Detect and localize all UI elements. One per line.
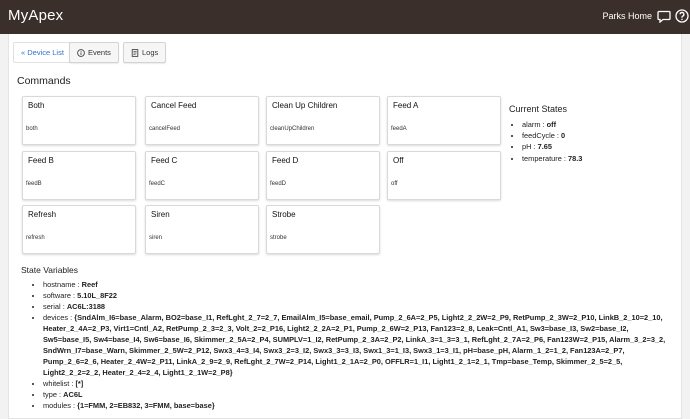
variable-key: hostname [43, 280, 76, 289]
command-method: siren [149, 235, 163, 241]
info-circle-icon [77, 49, 85, 57]
command-card-refresh[interactable] [22, 205, 136, 254]
variable-value: Reef [81, 280, 98, 289]
current-states-heading: Current States [509, 104, 568, 114]
variable-key: type [43, 390, 57, 399]
chat-bubble-icon[interactable] [657, 9, 671, 23]
device-list-link[interactable] [13, 42, 72, 63]
command-card-off[interactable] [387, 151, 501, 200]
variable-key: modules [43, 401, 71, 410]
state-value: off [546, 120, 557, 129]
location-name[interactable]: Parks Home [602, 11, 652, 21]
state-key: alarm [522, 120, 541, 129]
current-states-list [522, 119, 582, 164]
command-name: Feed B [28, 156, 54, 165]
command-name: Feed A [393, 101, 419, 110]
variable-key: whitelist [43, 379, 70, 388]
state-item-ph: • pH : 7.65 [522, 141, 582, 152]
command-name: Strobe [272, 210, 296, 219]
command-name: Siren [151, 210, 170, 219]
device-list-label: « Device List [21, 48, 64, 57]
state-value: 0 [561, 131, 566, 141]
command-name: Refresh [28, 210, 57, 219]
state-variables-heading: State Variables [21, 265, 79, 275]
variable-type: • type : AC6L [43, 389, 673, 400]
question-circle-icon[interactable] [675, 9, 689, 23]
events-button[interactable] [69, 42, 119, 63]
variable-software: • software : 5.10L_8F22 [43, 290, 673, 301]
top-bar [0, 0, 690, 34]
state-variables-list [43, 279, 673, 411]
state-item-temperature: • temperature : 78.3 [522, 153, 582, 164]
command-name: Cancel Feed [151, 101, 197, 110]
events-label: Events [88, 48, 111, 57]
variable-key: devices [43, 313, 69, 322]
command-name: Both [28, 101, 45, 110]
command-name: Feed D [272, 156, 299, 165]
variable-serial: • serial : AC6L:3188 [43, 301, 673, 312]
app-title: MyApex [8, 7, 64, 24]
variable-value: {1=FMM, 2=EB832, 3=FMM, base=base} [77, 401, 215, 410]
command-name: Clean Up Children [272, 101, 338, 110]
log-document-icon [131, 49, 139, 57]
variable-value: {SndAlm_I6=base_Alarm, BO2=base_I1, RefLght_2_7=2_7, EmailAlm_I5=base_email, Pump_2_6A=2_P5, Light2_2_2W=2_P9, RetPump_2_3W=2_P10, LinkB_2_10=2_10, Heater_2_4A=2_P3, Virt1=Cntl_A2, RetPump_2_3=2_3, Volt_2=2_P16, Light2_2_2A=2_P1, Pump_2_6W=2_P13, Fan123=2_8, Leak=Cntl_A1, Sw3=base_I3, Sw2=base_I2, Sw5=base_I5, Sw4=base_I4, Sw6=base_I6, Skimmer_2_5A=2_P4, SUMPLV=1_I2, RetPump_2_3A=2_P2, LinkA_3=1_3=3_1, RefLght_2_7A=2_P6, Fan123W=2_P15, Alarm_3_2=3_2, SndWrn_I7=base_Warn, Skimmer_2_5W=2_P12, Swx3_4=3_I4, Swx3_2=3_I2, Swx3_3=3_I3, Swx1_3=1_I3, Swx3_1=3_I1, pH=base_pH, Alarm_1_2=1_2, Fan123A=2_P7, Pump_2_6=2_6, Heater_2_4W=2_P11, LinkA_2_9=2_9, RefLght_2_7W=2_P14, Light1_2_1A=2_P0, OFFLR=1_I1, Light1_2_1=2_1, Tmp=base_Temp, Skimmer_2_5=2_5, Light2_2_2=2_2, Heater_2_4=2_4, Light1_2_1W=2_P8} [43, 313, 666, 377]
state-item-alarm: • alarm : off [522, 119, 582, 130]
state-value: 78.3 [568, 153, 583, 163]
command-method: both [26, 126, 38, 132]
state-value: 7.65 [537, 142, 553, 152]
variable-modules: • modules : {1=FMM, 2=EB832, 3=FMM, base=base} [43, 400, 673, 411]
command-method: cancelFeed [149, 126, 181, 132]
command-method: off [391, 181, 398, 187]
command-card-feed-c[interactable] [145, 151, 259, 200]
variable-key: software [43, 291, 71, 300]
command-method: feedA [391, 126, 407, 132]
command-card-siren[interactable] [145, 205, 259, 254]
variable-value: 5.10L_8F22 [77, 291, 117, 300]
command-method: refresh [26, 235, 45, 241]
command-card-feed-b[interactable] [22, 151, 136, 200]
state-key: temperature [522, 153, 562, 163]
logs-button[interactable] [123, 42, 166, 63]
command-card-feed-d[interactable] [266, 151, 380, 200]
command-card-both[interactable] [22, 96, 136, 145]
state-key: pH [522, 142, 532, 152]
variable-hostname: • hostname : Reef [43, 279, 673, 290]
commands-heading: Commands [17, 75, 71, 87]
command-card-strobe[interactable] [266, 205, 380, 254]
command-card-clean-up-children[interactable] [266, 96, 380, 145]
command-method: cleanUpChildren [270, 126, 315, 132]
device-panel [8, 34, 682, 419]
variable-devices: • devices : {SndAlm_I6=base_Alarm, BO2=base_I1, RefLght_2_7=2_7, EmailAlm_I5=base_email, Pump_2_6A=2_P5, Light2_2_2W=2_P9, RetPump_2_3W=2_P10, LinkB_2_10=2_10, Heater_2_4A=2_P3, Virt1=Cntl_A2, RetPump_2_3=2_3, Volt_2=2_P16, Light2_2_2A=2_P1, Pump_2_6W=2_P13, Fan123=2_8, Leak=Cntl_A1, Sw3=base_I3, Sw2=base_I2, Sw5=base_I5, Sw4=base_I4, Sw6=base_I6, Skimmer_2_5A=2_P4, SUMPLV=1_I2, RetPump_2_3A=2_P2, LinkA_3=1_3=3_1, RefLght_2_7A=2_P6, Fan123W=2_P15, Alarm_3_2=3_2, SndWrn_I7=base_Warn, Skimmer_2_5W=2_P12, Swx3_4=3_I4, Swx3_2=3_I2, Swx3_3=3_I3, Swx1_3=1_I3, Swx3_1=3_I1, pH=base_pH, Alarm_1_2=1_2, Fan123A=2_P7, Pump_2_6=2_6, Heater_2_4W=2_P11, LinkA_2_9=2_9, RefLght_2_7W=2_P14, Light1_2_1A=2_P0, OFFLR=1_I1, Light1_2_1=2_1, Tmp=base_Temp, Skimmer_2_5=2_5, Light2_2_2=2_2, Heater_2_4=2_4, Light1_2_1W=2_P8} [43, 312, 673, 378]
variable-value: [*] [75, 379, 84, 388]
variable-value: AC6L [63, 390, 83, 399]
variable-key: serial [43, 302, 61, 311]
variable-value: AC6L:3188 [66, 302, 106, 311]
logs-label: Logs [142, 48, 159, 57]
state-item-feedcycle: • feedCycle : 0 [522, 130, 582, 141]
command-card-cancel-feed[interactable] [145, 96, 259, 145]
command-method: feedD [270, 181, 287, 187]
command-method: strobe [270, 235, 287, 241]
command-card-feed-a[interactable] [387, 96, 501, 145]
state-key: feedCycle [522, 131, 555, 141]
command-name: Feed C [151, 156, 178, 165]
variable-whitelist: • whitelist : [*] [43, 378, 673, 389]
command-name: Off [393, 156, 404, 165]
command-method: feedC [149, 181, 166, 187]
command-method: feedB [26, 181, 42, 187]
